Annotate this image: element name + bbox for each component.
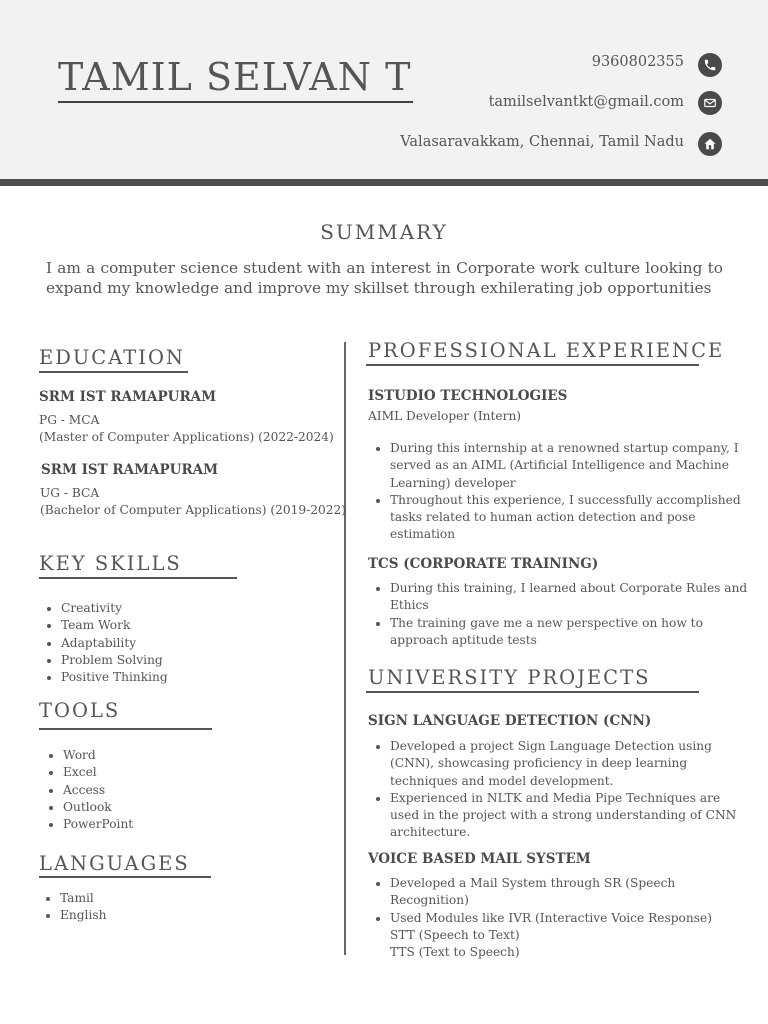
candidate-name: TAMIL SELVAN T [58, 55, 412, 99]
list-item: • Experienced in NLTK and Media Pipe Techniques are used in the project with a strong understanding of CNN architecture. [390, 790, 750, 842]
list-item: • PowerPoint [63, 816, 353, 833]
list-item: • Word [63, 747, 353, 764]
list-item: • During this training, I learned about Corporate Rules and Ethics [390, 580, 750, 615]
summary-heading: SUMMARY [320, 220, 448, 244]
education-school: SRM IST RAMAPURAM [39, 389, 217, 405]
list-item-text: Used Modules like IVR (Interactive Voice Response) [390, 910, 712, 925]
project-bullets [368, 738, 750, 842]
list-item: • Team Work [61, 617, 351, 634]
key-skills-rule [39, 577, 237, 579]
list-item: • Excel [63, 764, 353, 781]
experience-rule [366, 364, 699, 366]
location-text: Valasaravakkam, Chennai, Tamil Nadu [400, 134, 684, 150]
education-rule [39, 371, 188, 373]
home-icon [698, 132, 722, 156]
list-item: • Throughout this experience, I successfully accomplished tasks related to human action detection and pose estimation [390, 492, 750, 544]
email-address[interactable]: tamilselvantkt@gmail.com [488, 94, 684, 110]
list-item: • Problem Solving [61, 652, 351, 669]
project-name: SIGN LANGUAGE DETECTION (CNN) [368, 713, 652, 729]
experience-heading: PROFESSIONAL EXPERIENCE [368, 339, 725, 362]
summary-text: I am a computer science student with an interest in Corporate work culture looking to expand my knowledge and improve my skillset through exhilerating job opportunities [46, 259, 723, 297]
list-item: • Developed a Mail System through SR (Speech Recognition) [390, 875, 750, 910]
education-heading: EDUCATION [39, 346, 185, 369]
education-detail: (Bachelor of Computer Applications) (2019-2022) [40, 503, 347, 517]
email-icon [698, 91, 722, 115]
list-item: • Developed a project Sign Language Detection using (CNN), showcasing proficiency in deep learning techniques and model development. [390, 738, 750, 790]
key-skills-heading: KEY SKILLS [39, 552, 182, 575]
phone-number[interactable]: 9360802355 [591, 54, 684, 70]
tools-rule [39, 728, 212, 730]
education-detail: (Master of Computer Applications) (2022-2024) [39, 430, 334, 444]
job-role: AIML Developer (Intern) [368, 409, 522, 423]
project-bullets [368, 875, 750, 961]
education-degree: UG - BCA [40, 486, 100, 500]
list-item: • During this internship at a renowned startup company, I served as an AIML (Artificial Intelligence and Machine Learning) developer [390, 440, 750, 492]
projects-heading: UNIVERSITY PROJECTS [368, 666, 651, 689]
projects-rule [366, 691, 699, 693]
list-item: • Adaptability [61, 635, 351, 652]
list-item: • Tamil [60, 890, 350, 907]
list-item: • Positive Thinking [61, 669, 351, 686]
phone-icon [698, 53, 722, 77]
list-item: • English [60, 907, 350, 924]
project-name: VOICE BASED MAIL SYSTEM [368, 851, 591, 867]
education-degree: PG - MCA [39, 413, 100, 427]
list-item: • Outlook [63, 799, 353, 816]
languages-heading: LANGUAGES [39, 852, 190, 875]
list-item: • Access [63, 782, 353, 799]
languages-list [38, 890, 350, 925]
key-skills-list [39, 600, 351, 686]
list-item-subline: STT (Speech to Text) [390, 927, 520, 942]
list-item: • The training gave me a new perspective on how to approach aptitude tests [390, 615, 750, 650]
list-item [390, 910, 750, 962]
company-name: TCS (CORPORATE TRAINING) [368, 556, 599, 572]
languages-rule [39, 876, 211, 878]
list-item: • Creativity [61, 600, 351, 617]
tools-heading: TOOLS [39, 699, 121, 722]
name-underline [58, 101, 413, 103]
job-bullets [368, 440, 750, 544]
company-name: ISTUDIO TECHNOLOGIES [368, 388, 568, 404]
tools-list [41, 747, 353, 833]
job-bullets [368, 580, 750, 649]
list-item-subline: TTS (Text to Speech) [390, 945, 520, 960]
header-divider [0, 179, 768, 186]
education-school: SRM IST RAMAPURAM [41, 462, 219, 478]
